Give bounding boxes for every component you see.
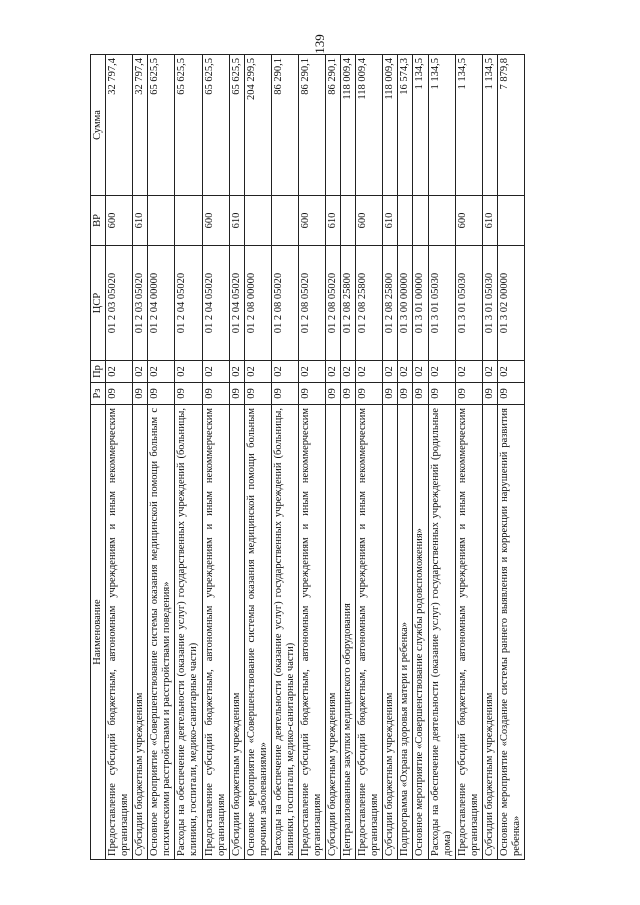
cell-rz: 09: [482, 383, 497, 405]
table-row: [455, 55, 482, 860]
table-row: [482, 55, 497, 860]
cell-csr: 01 2 04 00000: [148, 246, 175, 361]
cell-name: Предоставление субсидий бюджетным, автономным учреждениям и иным некоммерческим организациям: [455, 405, 482, 860]
table-row: [413, 55, 428, 860]
cell-pr: 02: [326, 361, 341, 383]
cell-rz: 09: [298, 383, 325, 405]
table-row: [298, 55, 325, 860]
cell-rz: 09: [271, 383, 298, 405]
cell-name: Предоставление субсидий бюджетным, автономным учреждениям и иным некоммерческим организациям: [298, 405, 325, 860]
cell-csr: 01 2 08 25800: [383, 246, 398, 361]
cell-rz: 09: [497, 383, 524, 405]
cell-pr: 02: [356, 361, 383, 383]
cell-sum: 204 299,5: [244, 55, 271, 196]
cell-csr: 01 2 08 00000: [244, 246, 271, 361]
cell-sum: 65 625,5: [175, 55, 202, 196]
cell-name: Субсидии бюджетным учреждениям: [229, 405, 244, 860]
cell-sum: 32 797,4: [133, 55, 148, 196]
table-row: [497, 55, 524, 860]
header-name: Наименование: [91, 405, 106, 860]
cell-sum: 1 134,5: [428, 55, 455, 196]
cell-rz: 09: [326, 383, 341, 405]
table-row: [244, 55, 271, 860]
cell-sum: 1 134,5: [413, 55, 428, 196]
cell-rz: 09: [383, 383, 398, 405]
table-row: [341, 55, 356, 860]
table-row: [175, 55, 202, 860]
cell-vr: 610: [482, 196, 497, 246]
cell-vr: 610: [326, 196, 341, 246]
cell-name: Предоставление субсидий бюджетным, автономным учреждениям и иным некоммерческим организациям: [202, 405, 229, 860]
cell-sum: 65 625,5: [202, 55, 229, 196]
cell-name: Расходы на обеспечение деятельности (оказание услуг) государственных учреждений (больницы, клиники, госпитали, медико-санитарные части): [175, 405, 202, 860]
cell-pr: 02: [497, 361, 524, 383]
cell-vr: 610: [383, 196, 398, 246]
cell-sum: 65 625,5: [229, 55, 244, 196]
cell-rz: 09: [341, 383, 356, 405]
table-row: [356, 55, 383, 860]
cell-rz: 09: [413, 383, 428, 405]
cell-rz: 09: [175, 383, 202, 405]
cell-csr: 01 2 08 05020: [298, 246, 325, 361]
cell-csr: 01 3 01 00000: [413, 246, 428, 361]
cell-pr: 02: [455, 361, 482, 383]
cell-vr: 600: [455, 196, 482, 246]
cell-sum: 7 879,8: [497, 55, 524, 196]
cell-vr: 610: [133, 196, 148, 246]
cell-vr: [398, 196, 413, 246]
header-vr: ВР: [91, 196, 106, 246]
cell-sum: 65 625,5: [148, 55, 175, 196]
cell-pr: 02: [229, 361, 244, 383]
cell-name: Основное мероприятие «Совершенствование системы оказания медицинской помощи больным с психическими расстройствами и расстройствами поведения»: [148, 405, 175, 860]
cell-csr: 01 3 02 00000: [497, 246, 524, 361]
cell-vr: 610: [229, 196, 244, 246]
cell-sum: 118 009,4: [383, 55, 398, 196]
cell-pr: 02: [482, 361, 497, 383]
cell-rz: 09: [229, 383, 244, 405]
cell-pr: 02: [175, 361, 202, 383]
cell-name: Подпрограмма «Охрана здоровья матери и ребенка»: [398, 405, 413, 860]
rotated-table-container: [90, 55, 570, 860]
table-row: [133, 55, 148, 860]
cell-name: Предоставление субсидий бюджетным, автономным учреждениям и иным некоммерческим организациям: [106, 405, 133, 860]
cell-sum: 1 134,5: [455, 55, 482, 196]
cell-csr: 01 2 08 25800: [356, 246, 383, 361]
cell-rz: 09: [455, 383, 482, 405]
cell-pr: 02: [202, 361, 229, 383]
budget-table-wrapper: [90, 55, 570, 860]
cell-vr: 600: [106, 196, 133, 246]
header-sum: Сумма: [91, 55, 106, 196]
table-row: [106, 55, 133, 860]
cell-rz: 09: [106, 383, 133, 405]
header-rz: Рз: [91, 383, 106, 405]
cell-pr: 02: [398, 361, 413, 383]
cell-name: Основное мероприятие «Создание системы раннего выявления и коррекции нарушений развития ребенка»: [497, 405, 524, 860]
table-row: [326, 55, 341, 860]
cell-pr: 02: [271, 361, 298, 383]
cell-csr: 01 2 08 25800: [341, 246, 356, 361]
cell-name: Основное мероприятие «Совершенствование службы родовспоможения»: [413, 405, 428, 860]
cell-pr: 02: [383, 361, 398, 383]
cell-vr: [244, 196, 271, 246]
table-row: [398, 55, 413, 860]
cell-pr: 02: [148, 361, 175, 383]
cell-pr: 02: [133, 361, 148, 383]
cell-rz: 09: [148, 383, 175, 405]
cell-vr: [428, 196, 455, 246]
header-csr: ЦСР: [91, 246, 106, 361]
cell-rz: 09: [244, 383, 271, 405]
cell-name: Централизованные закупки медицинского оборудования: [341, 405, 356, 860]
cell-csr: 01 3 01 05030: [428, 246, 455, 361]
cell-csr: 01 2 04 05020: [202, 246, 229, 361]
cell-vr: 600: [202, 196, 229, 246]
cell-pr: 02: [106, 361, 133, 383]
cell-rz: 09: [398, 383, 413, 405]
cell-name: Субсидии бюджетным учреждениям: [482, 405, 497, 860]
cell-name: Предоставление субсидий бюджетным, автономным учреждениям и иным некоммерческим организациям: [356, 405, 383, 860]
table-row: [383, 55, 398, 860]
page-number: 139: [312, 34, 327, 54]
cell-pr: 02: [298, 361, 325, 383]
cell-name: Расходы на обеспечение деятельности (оказание услуг) государственных учреждений (родильные дома): [428, 405, 455, 860]
cell-sum: 16 574,3: [398, 55, 413, 196]
cell-rz: 09: [202, 383, 229, 405]
cell-name: Субсидии бюджетным учреждениям: [383, 405, 398, 860]
cell-sum: 1 134,5: [482, 55, 497, 196]
table-row: [271, 55, 298, 860]
table-header-row: [91, 55, 106, 860]
cell-csr: 01 3 00 00000: [398, 246, 413, 361]
header-pr: Пр: [91, 361, 106, 383]
cell-csr: 01 3 01 05030: [455, 246, 482, 361]
cell-pr: 02: [341, 361, 356, 383]
table-row: [229, 55, 244, 860]
cell-sum: 118 009,4: [356, 55, 383, 196]
cell-sum: 86 290,1: [271, 55, 298, 196]
cell-pr: 02: [413, 361, 428, 383]
cell-csr: 01 2 08 05020: [326, 246, 341, 361]
cell-sum: 86 290,1: [298, 55, 325, 196]
cell-vr: [497, 196, 524, 246]
cell-rz: 09: [428, 383, 455, 405]
cell-csr: 01 2 04 05020: [175, 246, 202, 361]
cell-pr: 02: [244, 361, 271, 383]
cell-csr: 01 2 03 05020: [106, 246, 133, 361]
cell-vr: 600: [356, 196, 383, 246]
cell-vr: [341, 196, 356, 246]
cell-csr: 01 2 04 05020: [229, 246, 244, 361]
cell-sum: 86 290,1: [326, 55, 341, 196]
table-row: [202, 55, 229, 860]
table-row: [148, 55, 175, 860]
cell-rz: 09: [356, 383, 383, 405]
cell-rz: 09: [133, 383, 148, 405]
cell-vr: [148, 196, 175, 246]
budget-table: [90, 54, 525, 860]
cell-name: Основное мероприятие «Совершенствование системы оказания медицинской помощи больным прочими заболеваниями»: [244, 405, 271, 860]
cell-csr: 01 3 01 05030: [482, 246, 497, 361]
cell-name: Субсидии бюджетным учреждениям: [326, 405, 341, 860]
cell-sum: 118 009,4: [341, 55, 356, 196]
cell-vr: [175, 196, 202, 246]
cell-pr: 02: [428, 361, 455, 383]
cell-vr: [413, 196, 428, 246]
cell-sum: 32 797,4: [106, 55, 133, 196]
cell-vr: 600: [298, 196, 325, 246]
cell-name: Расходы на обеспечение деятельности (оказание услуг) государственных учреждений (больницы, клиники, госпитали, медико-санитарные части): [271, 405, 298, 860]
cell-name: Субсидии бюджетным учреждениям: [133, 405, 148, 860]
cell-csr: 01 2 03 05020: [133, 246, 148, 361]
cell-vr: [271, 196, 298, 246]
cell-csr: 01 2 08 05020: [271, 246, 298, 361]
table-row: [428, 55, 455, 860]
